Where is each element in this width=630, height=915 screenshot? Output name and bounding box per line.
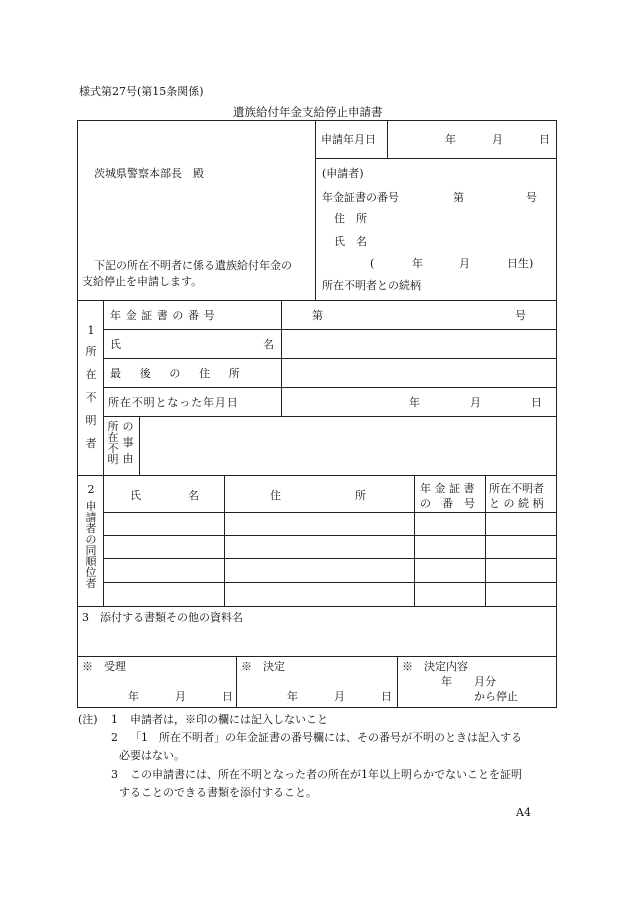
- application-date-label: 申請年月日: [321, 133, 376, 146]
- section2-side-label: 2 申 請 者 の 同 順 位 者: [85, 483, 97, 590]
- decision-stop-from: から停止: [474, 690, 518, 703]
- row-cert-dai: 第: [312, 309, 323, 322]
- relationship-label: 所在不明者との続柄: [322, 279, 421, 292]
- applicant-name-label: 氏 名: [334, 235, 367, 248]
- decision-content-label: ※ 決定内容: [402, 660, 468, 673]
- applicant-cert-go: 号: [526, 191, 537, 204]
- applicant-cert-dai: 第: [453, 191, 464, 204]
- request-text-line1: 下記の所在不明者に係る遺族給付年金の: [94, 259, 292, 272]
- applicant-address-label: 住 所: [334, 212, 367, 225]
- row-missing-date-label: 所在不明となった年月日: [108, 396, 239, 409]
- col-rel-line1: 所在不明者: [489, 482, 544, 495]
- row-missing-year: 年: [409, 396, 420, 409]
- col-address-1: 住: [270, 489, 281, 502]
- row-name-label-2: 名: [263, 338, 274, 351]
- application-date-year: 年: [445, 133, 456, 146]
- decision-label: ※ 決定: [241, 660, 285, 673]
- section1-side-label: 1 所 在 不 明 者: [85, 324, 97, 450]
- col-name-2: 名: [188, 489, 199, 502]
- receipt-label: ※ 受理: [82, 660, 126, 673]
- col-cert-line2: の 番 号: [420, 497, 475, 510]
- col-name-1: 氏: [130, 489, 141, 502]
- birth-year: 年: [412, 257, 423, 270]
- attachments-label: 3 添付する書類その他の資料名: [82, 611, 243, 624]
- row-cert-number-label: 年 金 証 書 の 番 号: [110, 309, 216, 322]
- notes-label: (注): [78, 713, 98, 726]
- col-rel-line2: と の 続 柄: [489, 497, 544, 510]
- addressee: 茨城県警察本部長 殿: [94, 167, 204, 180]
- col-cert-line1: 年 金 証 書: [420, 482, 475, 495]
- note3-text-line2: することのできる書類を添付すること。: [119, 786, 317, 799]
- decision-day: 日: [381, 690, 392, 703]
- note2-text-line1: 「1 所在不明者」の年金証書の番号欄には、その番号が不明のときは記入する: [130, 731, 522, 744]
- decision-year: 年: [287, 690, 298, 703]
- application-date-day: 日: [539, 133, 550, 146]
- decision-month-portion: 年 月分: [441, 675, 496, 688]
- row-last-address-label: 最 後 の 住 所: [110, 367, 244, 380]
- birth-day-suffix: 日生): [507, 257, 534, 270]
- birth-month: 月: [459, 257, 470, 270]
- note3-text-line1: この申請書には、所在不明となった者の所在が1年以上明らかでないことを証明: [130, 768, 522, 781]
- application-date-month: 月: [492, 133, 503, 146]
- paper-size: A4: [516, 806, 531, 819]
- applicant-label: (申請者): [322, 167, 364, 180]
- request-text-line2: 支給停止を申請します。: [82, 275, 203, 288]
- note1-number: 1: [111, 713, 118, 726]
- row-missing-month: 月: [470, 396, 481, 409]
- document-title: 遺族給付年金支給停止申請書: [233, 105, 383, 119]
- note2-text-line2: 必要はない。: [119, 749, 185, 762]
- applicant-cert-number-label: 年金証書の番号: [322, 191, 399, 204]
- form-number: 様式第27号(第15条関係): [79, 85, 204, 98]
- birth-paren-open: (: [370, 257, 375, 270]
- row-name-label-1: 氏: [110, 338, 121, 351]
- note3-number: 3: [111, 768, 118, 781]
- row-reason-label-col1: 所 在 不 明: [107, 420, 119, 466]
- note2-number: 2: [111, 731, 118, 744]
- row-missing-day: 日: [531, 396, 542, 409]
- row-reason-label-col2: の 事 由: [122, 420, 134, 465]
- receipt-year: 年: [128, 690, 139, 703]
- decision-month: 月: [334, 690, 345, 703]
- receipt-month: 月: [175, 690, 186, 703]
- row-cert-go: 号: [515, 309, 526, 322]
- receipt-day: 日: [222, 690, 233, 703]
- note1-text: 申請者は，※印の欄には記入しないこと: [130, 713, 328, 726]
- col-address-2: 所: [355, 489, 366, 502]
